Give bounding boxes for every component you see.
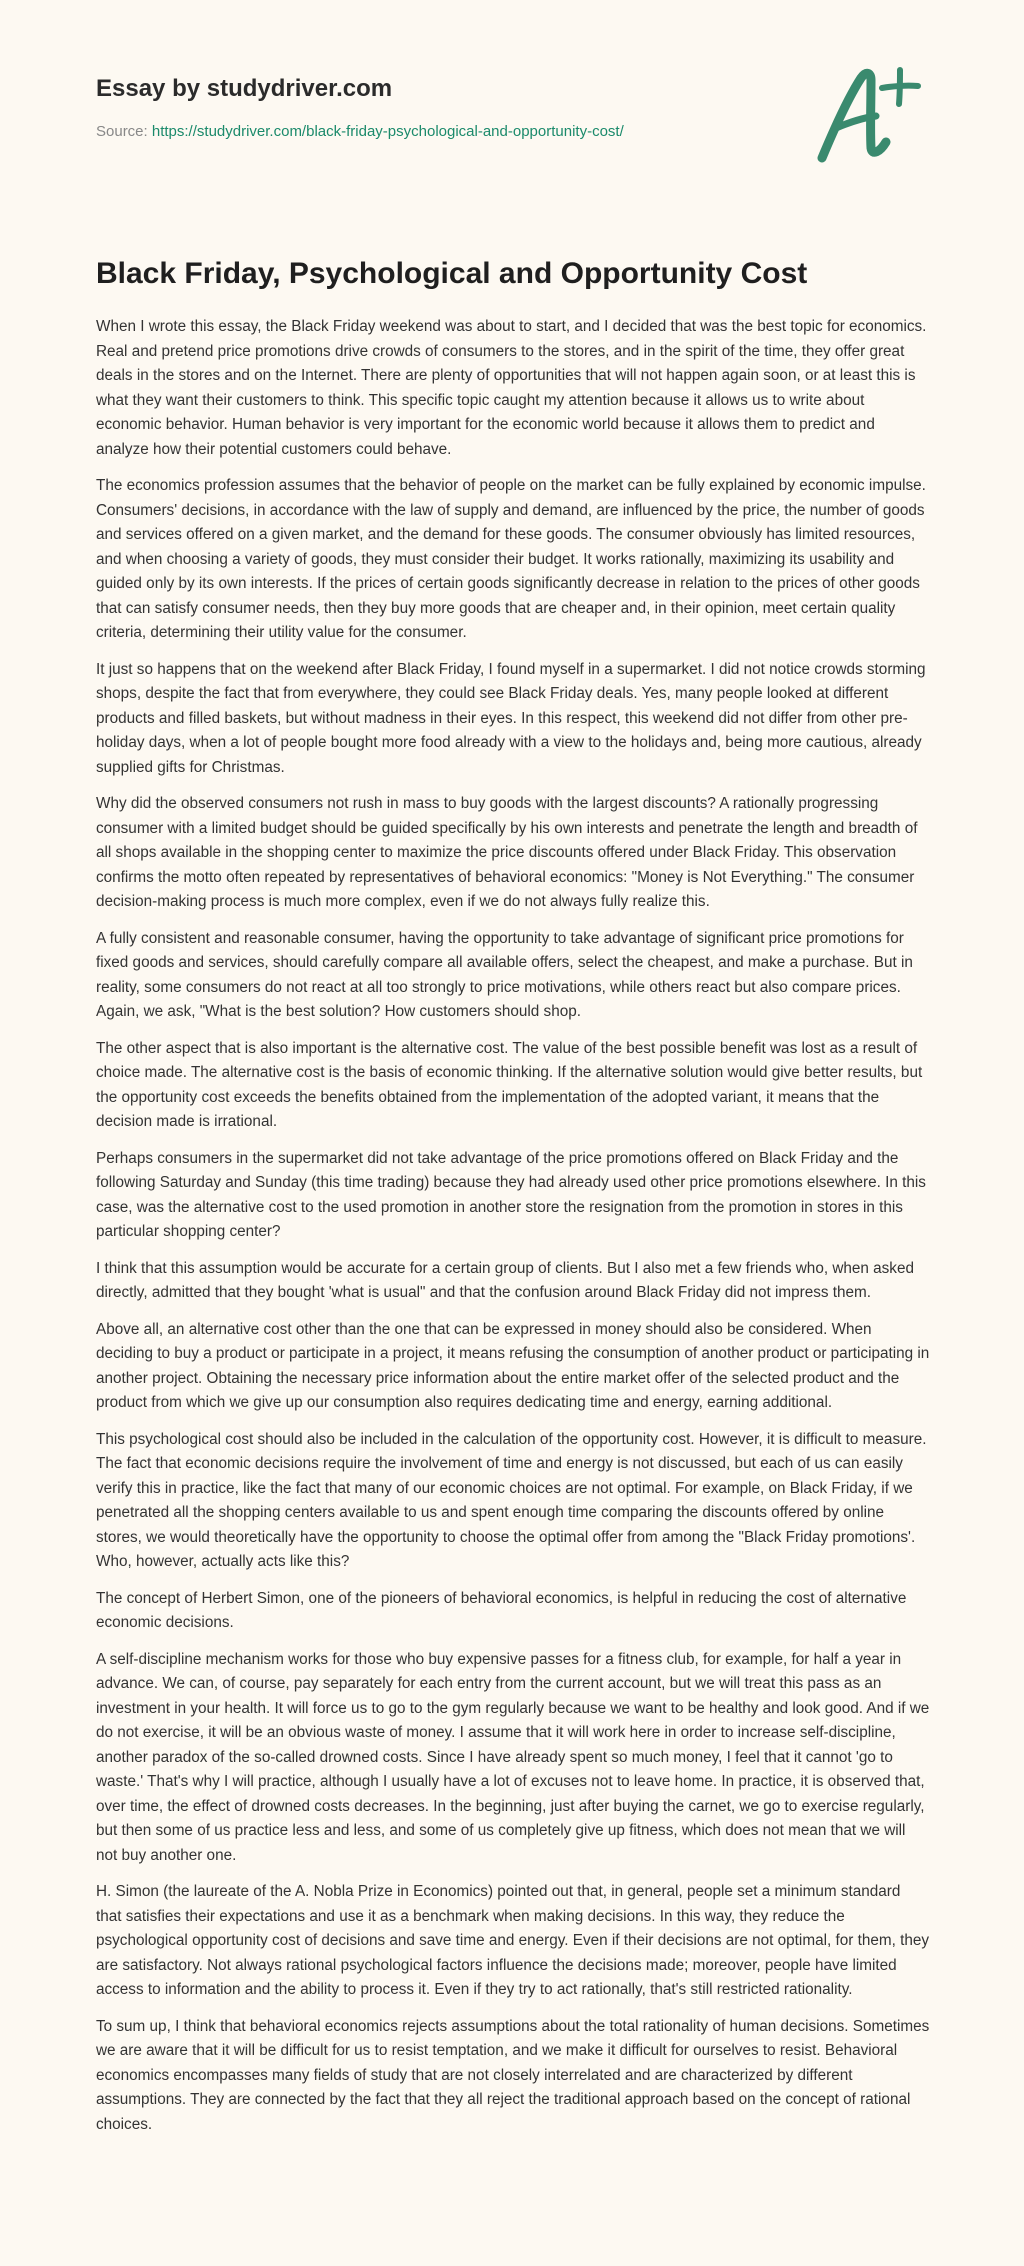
essay-paragraph: Above all, an alternative cost other than the one that can be expressed in money should also be considered. When deciding to buy a product or participate in a project, it means refusing the consumption of another product or participating in another project. Obtaining the necessary price information about the entire market offer of the selected product and the product from which we give up our consumption also requires dedicating time and energy, earning additional. (96, 1320, 930, 1411)
essay-paragraph: To sum up, I think that behavioral economics rejects assumptions about the total rationality of human decisions. Sometimes we are aware that it will be difficult for us to resist temptation, and we make it difficult for ourselves to resist. Behavioral economics encompasses many fields of study that are not closely interrelated and are characterized by different assumptions. They are connected by the fact that they all reject the traditional approach based on the concept of rational choices. (96, 2017, 930, 2133)
essay-paragraph: The economics profession assumes that the behavior of people on the market can be fully explained by economic impulse. Consumers' decisions, in accordance with the law of supply and demand, are influenced by the price, the number of goods and services offered on a given market, and the demand for these goods. The consumer obviously has limited resources, and when choosing a variety of goods, they must consider their budget. It works rationally, maximizing its usability and guided only by its own interests. If the prices of certain goods significantly decrease in relation to the prices of other goods that can satisfy consumer needs, then they buy more goods that are cheaper and, in their opinion, meet certain quality criteria, determining their utility value for the consumer. (96, 477, 926, 641)
essay-paragraph: A self-discipline mechanism works for those who buy expensive passes for a fitness club, for example, for half a year in advance. We can, of course, pay separately for each entry from the current account, but we will treat this pass as an investment in your health. It will force us to go to the gym regularly because we want to be healthy and look good. And if we do not exercise, it will be an obvious waste of money. I assume that it will work here in order to increase self-discipline, another paradox of the so-called drowned costs. Since I have already spent so much money, I feel that it cannot 'go to waste.' That's why I will practice, although I usually have a lot of excuses not to leave home. In practice, it is observed that, over time, the effect of drowned costs decreases. In the beginning, just after buying the carnet, we go to exercise regularly, but then some of us practice less and less, and some of us completely give up fitness, which does not mean that we will not buy another one. (96, 1650, 930, 1864)
essay-paragraph: Perhaps consumers in the supermarket did not take advantage of the price promotions offered on Black Friday and the following Saturday and Sunday (this time trading) because they had already used other price promotions elsewhere. In this case, was the alternative cost to the used promotion in another store the resignation from the promotion in stores in this particular shopping center? (96, 1149, 926, 1240)
essay-paragraph: Why did the observed consumers not rush in mass to buy goods with the largest discounts? A rationally progressing consumer with a limited budget should be guided specifically by his own interests and penetrate the length and breadth of all shops available in the shopping center to maximize the price discounts offered under Black Friday. This observation confirms the motto often repeated by representatives of behavioral economics: "Money is Not Everything." The consumer decision-making process is much more complex, even if we do not always fully realize this. (96, 795, 918, 910)
essay-paragraph: When I wrote this essay, the Black Friday weekend was about to start, and I decided that was the best topic for economics. Real and pretend price promotions drive crowds of consumers to the stores, and in the spirit of the time, they offer great deals in the stores and on the Internet. There are plenty of opportunities that will not happen again soon, or at least this is what they want their customers to think. This specific topic caught my attention because it allows us to write about economic behavior. Human behavior is very important for the economic world because it allows them to predict and analyze how their potential customers could behave. (96, 318, 927, 458)
essay-paragraph: This psychological cost should also be included in the calculation of the opportunity cost. However, it is difficult to measure. The fact that economic decisions require the involvement of time and energy is not discussed, but each of us can easily verify this in practice, like the fact that many of our economic choices are not optimal. For example, on Black Friday, if we penetrated all the shopping centers available to us and spent enough time comparing the discounts offered by online stores, we would theoretically have the opportunity to choose the optimal offer from among the "Black Friday promotions'. Who, however, actually acts like this? (96, 1430, 927, 1570)
essay-paragraph: It just so happens that on the weekend after Black Friday, I found myself in a supermarket. I did not notice crowds storming shops, despite the fact that from everywhere, they could see Black Friday deals. Yes, many people looked at different products and filled baskets, but without madness in their eyes. In this respect, this weekend did not differ from other pre-holiday days, when a lot of people bought more food already with a view to the holidays and, being more cautious, already supplied gifts for Christmas. (96, 660, 926, 776)
source-line (96, 122, 624, 142)
essay-paragraph: H. Simon (the laureate of the A. Nobla Prize in Economics) pointed out that, in general, people set a minimum standard that satisfies their expectations and use it as a benchmark when making decisions. In this way, they reduce the psychological opportunity cost of decisions and save time and energy. Even if their decisions are not optimal, for them, they are satisfactory. Not always rational psychological factors influence the decisions made; moreover, people have limited access to information and the ability to process it. Even if they try to act rationally, that's still restricted rationality. (96, 1883, 929, 1998)
source-link[interactable]: https://studydriver.com/black-friday-psychological-and-opportunity-cost/ (151, 123, 624, 140)
site-title: Essay by studydriver.com (96, 75, 393, 102)
essay-article (96, 255, 930, 2149)
essay-paragraph: A fully consistent and reasonable consumer, having the opportunity to take advantage of significant price promotions for fixed goods and services, should carefully compare all available offers, select the cheapest, and make a purchase. But in reality, some consumers do not react at all too strongly to price motivations, while others react but also compare prices. Again, we ask, "What is the best solution? How customers should shop. (96, 929, 913, 1020)
essay-paragraph: I think that this assumption would be accurate for a certain group of clients. But I also met a few friends who, when asked directly, admitted that they bought 'what is usual" and that the confusion around Black Friday did not impress them. (96, 1259, 914, 1301)
essay-paragraph: The other aspect that is also important is the alternative cost. The value of the best possible benefit was lost as a result of choice made. The alternative cost is the basis of economic thinking. If the alternative solution would give better results, but the opportunity cost exceeds the benefits obtained from the implementation of the adopted variant, it means that the decision made is irrational. (96, 1039, 923, 1130)
essay-paragraph: The concept of Herbert Simon, one of the pioneers of behavioral economics, is helpful in reducing the cost of alternative economic decisions. (96, 1589, 907, 1631)
a-plus-logo-icon (814, 66, 928, 166)
essay-title: Black Friday, Psychological and Opportunity Cost (96, 257, 808, 290)
source-label: Source: (96, 123, 152, 140)
page-header (96, 70, 928, 180)
